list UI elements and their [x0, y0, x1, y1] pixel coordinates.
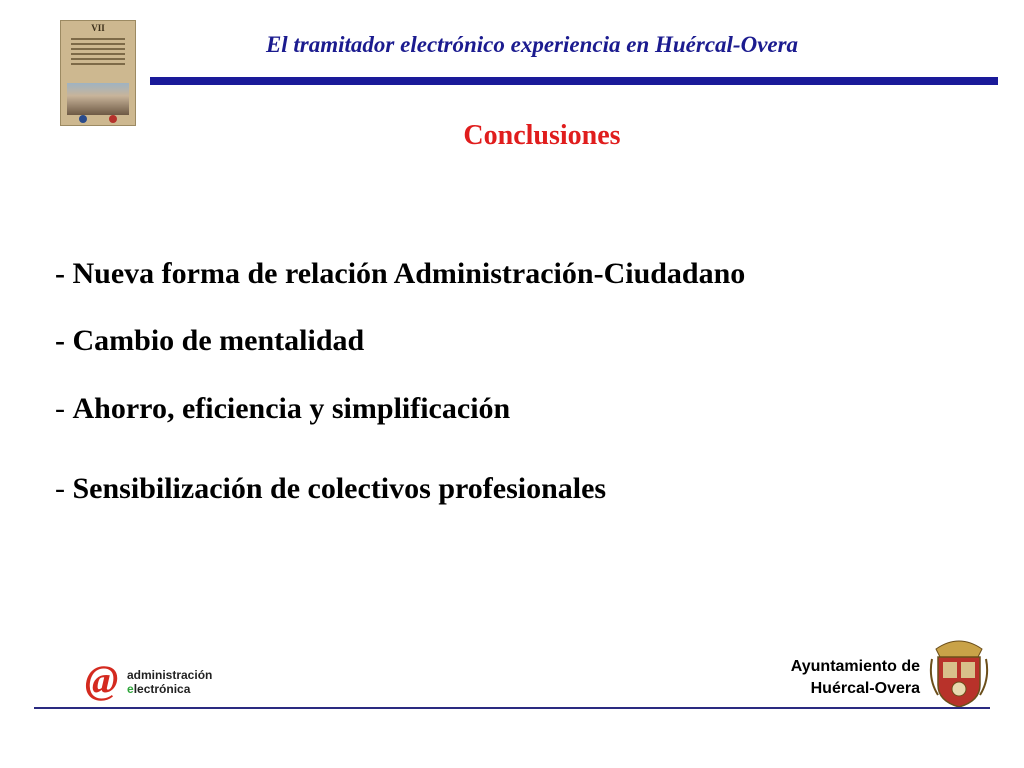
- bullet-item: - Cambio de mentalidad: [55, 324, 365, 357]
- bullet-item: - Sensibilización de colectivos profesionales: [55, 472, 607, 505]
- header-rule: [150, 77, 998, 85]
- footer-rule: [34, 707, 990, 709]
- bullet-text: Nueva forma de relación Administración-Ciudadano: [72, 257, 746, 290]
- logo-line-1: administración: [127, 668, 213, 682]
- logo-line-2: electrónica: [127, 682, 191, 696]
- bullet-text: Sensibilización de colectivos profesionales: [72, 472, 607, 505]
- conference-poster-thumbnail: [60, 20, 136, 126]
- section-title: Conclusiones: [463, 120, 621, 151]
- bullet-text: Cambio de mentalidad: [72, 324, 365, 357]
- bullet-item: - Nueva forma de relación Administración-Ciudadano: [55, 257, 746, 290]
- thumbnail-numeral: VII: [91, 23, 105, 33]
- administracion-electronica-logo: [85, 657, 235, 704]
- bullet-text: Ahorro, eficiencia y simplificación: [72, 392, 511, 425]
- at-icon: @: [85, 657, 119, 702]
- coat-of-arms-icon: [928, 635, 990, 709]
- header-title: El tramitador electrónico experiencia en Huércal-Overa: [265, 32, 799, 57]
- municipality-name: Ayuntamiento de Huércal-Overa: [790, 658, 920, 697]
- bullet-item: - Ahorro, eficiencia y simplificación: [55, 392, 511, 425]
- thumbnail-photo: [67, 83, 129, 115]
